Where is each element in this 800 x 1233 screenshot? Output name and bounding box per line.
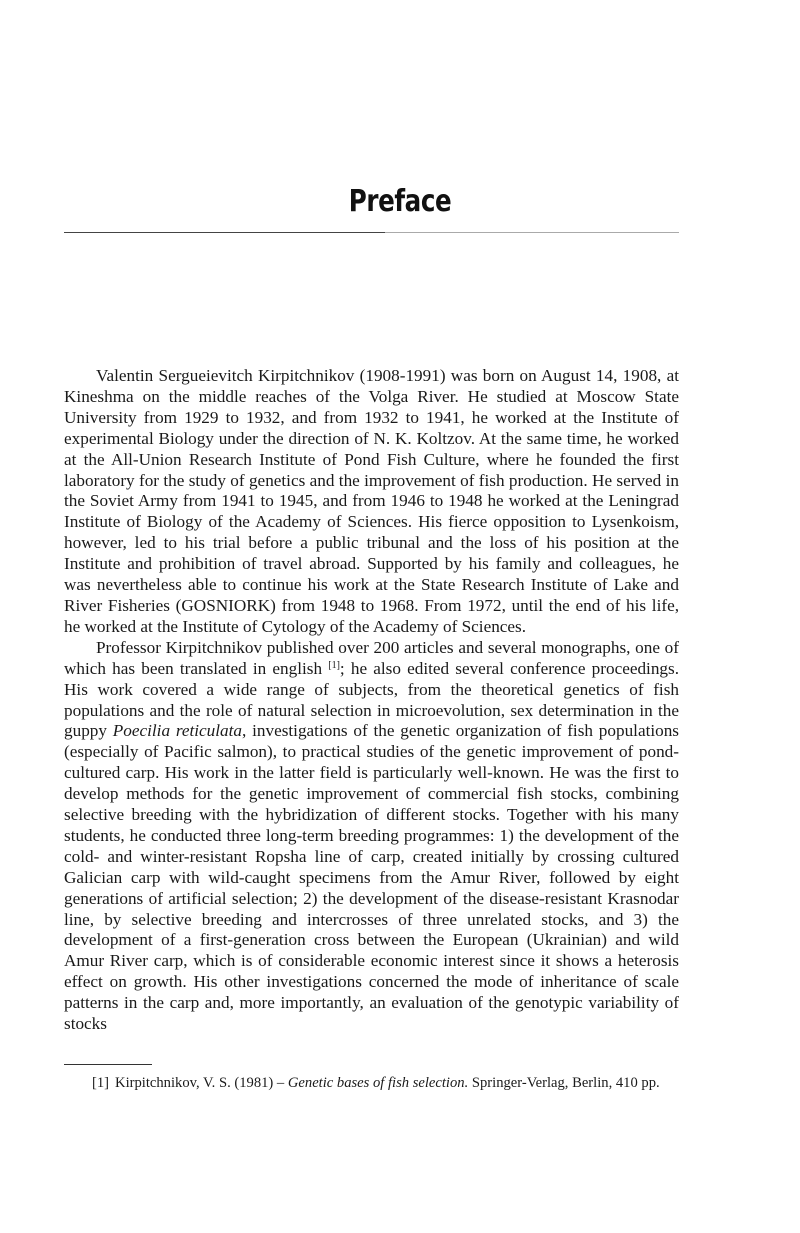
footnote-reference[interactable]: [1] xyxy=(328,659,340,671)
footnote xyxy=(92,1074,692,1092)
title-divider-faded-segment xyxy=(385,232,679,233)
footnote-author: Kirpitchnikov, V. S. (1981) – xyxy=(115,1075,288,1091)
species-name: Poecilia reticulata xyxy=(112,721,243,741)
paragraph-biography: Valentin Sergueievitch Kirpitchnikov (1908-1991) was born on August 14, 1908, at Kineshma on the middle reaches of the Volga River. He studied at Moscow State University from 1929 to 1932, and from 1932 to 1941, he worked at the Institute of experimental Biology under the direction of N. K. Koltzov. At the same time, he worked at the All-Union Research Institute of Pond Fish Culture, where he founded the first laboratory for the study of genetics and the improvement of fish production. He served in the Soviet Army from 1941 to 1945, and from 1946 to 1948 he worked at the Leningrad Institute of Biology of the Academy of Sciences. His fierce opposition to Lysenkoism, however, led to his trial before a public tribunal and the loss of his position at the Institute and prohibition of travel abroad. Supported by his family and colleagues, he was nevertheless able to continue his work at the State Research Institute of Lake and River Fisheries (GOSNIORK) from 1948 to 1968. From 1972, until the end of his life, he worked at the Institute of Cytology of the Academy of Sciences. xyxy=(64,366,679,636)
paragraph-text: ; he also edited several conference proceedings. His work covered a wide range of subjects, from the theoretical genetics of fish populations and the role of natural selection in microevolution, sex determination in the guppy xyxy=(64,658,679,741)
footnote-publisher: Springer-Verlag, Berlin, 410 pp. xyxy=(468,1075,660,1091)
footnote-book-title: Genetic bases of fish selection. xyxy=(287,1075,469,1091)
page-title: Preface xyxy=(348,184,452,220)
paragraph-text: Professor Kirpitchnikov published over 200 articles and several monographs, one of which has been translated in english xyxy=(64,637,679,678)
paragraph-text: , investigations of the genetic organization of fish populations (especially of Pacific salmon), to practical studies of the genetic improvement of pond-cultured carp. His work in the latter field is particularly well-known. He was the first to develop methods for the genetic improvement of commercial fish stocks, combining selective breeding with the hybridization of different stocks. Together with his many students, he conducted three long-term breeding programmes: 1) the development of the cold- and winter-resistant Ropsha line of carp, created initially by crossing cultured Galician carp with wild-caught specimens from the Amur River, followed by eight generations of artificial selection; 2) the development of the disease-resistant Krasnodar line, by selective breeding and intercrosses of three unrelated stocks, and 3) the development of a first-generation cross between the European (Ukrainian) and wild Amur River carp, which is of considerable economic interest since it shows a heterosis effect on growth. His other investigations concerned the mode of inheritance of scale patterns in the carp and, more importantly, an evaluation of the genotypic variability of stocks xyxy=(64,721,679,1034)
footnote-label: [1] xyxy=(92,1075,110,1091)
footnote-divider xyxy=(64,1064,152,1065)
paragraph-research xyxy=(64,638,679,1035)
body-text xyxy=(64,366,679,1035)
